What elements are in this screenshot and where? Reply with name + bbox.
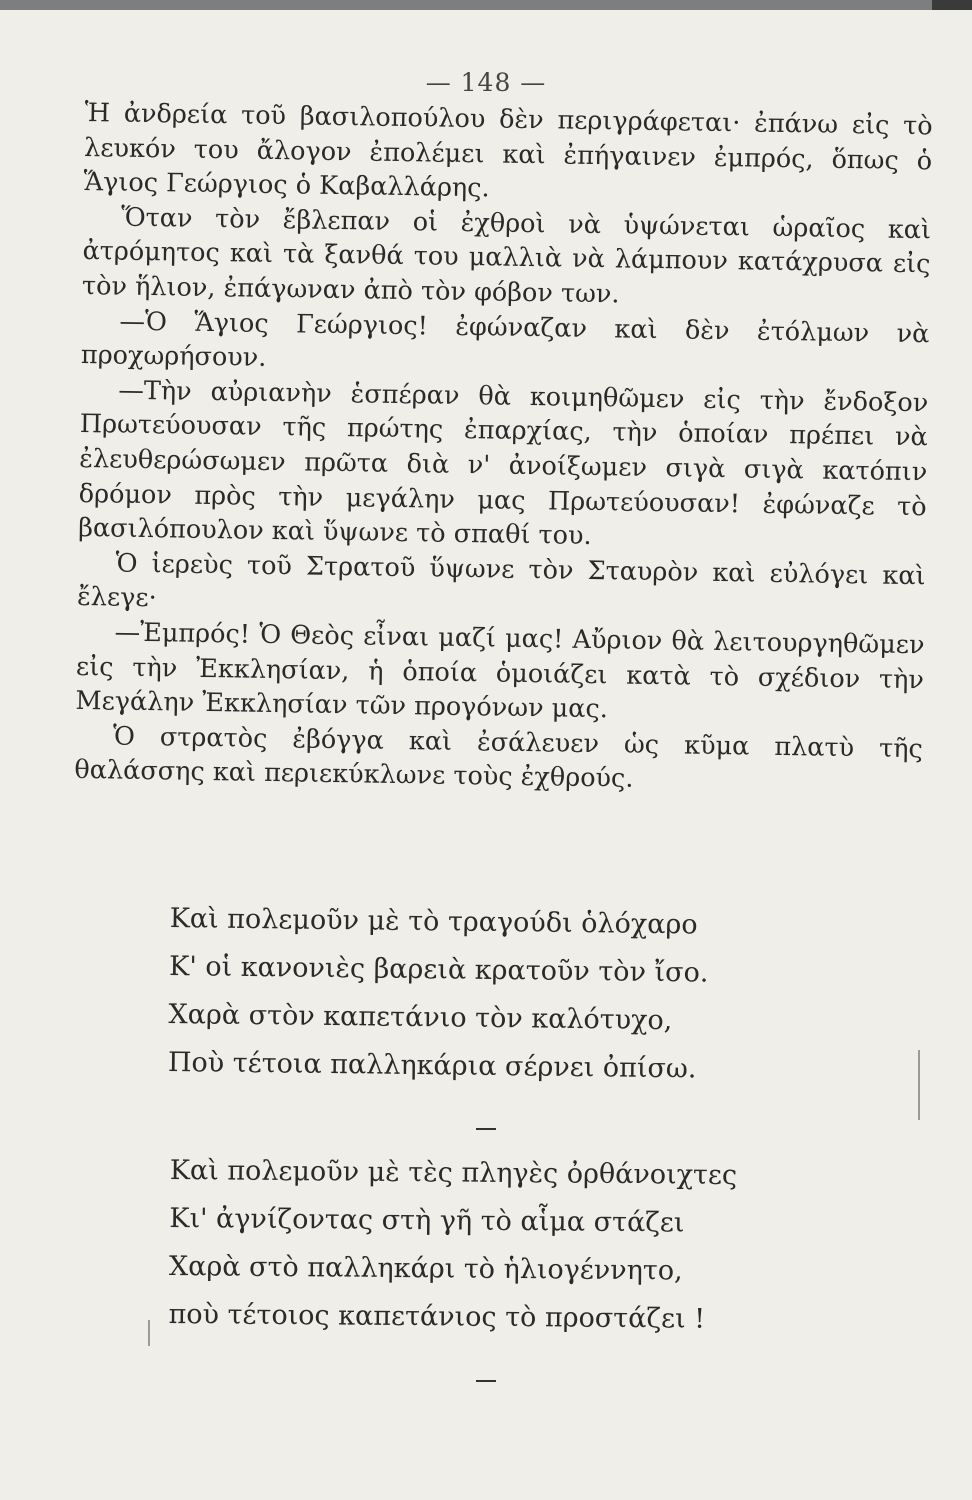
scan-margin-mark <box>148 1320 150 1346</box>
stanza-2-line-2: Κι' ἀγνίζοντας στὴ γῆ τὸ αἷμα στάζει <box>169 1202 685 1239</box>
page-number: — 148 — <box>425 68 547 97</box>
paragraph-7: Ὁ στρατὸς ἐβόγγα καὶ ἐσάλευεν ὡς κῦμα πλατὺ τῆς θαλάσσης καὶ περιεκύκλωνε τοὺς ἐχθρούς. <box>74 721 924 794</box>
stanza-2-line-4: ποὺ τέτοιος καπετάνιος τὸ προστάζει ! <box>168 1298 706 1335</box>
paragraph-5: Ὁ ἱερεὺς τοῦ Στρατοῦ ὕψωνε τὸν Σταυρὸν καὶ εὐλόγει καὶ ἔλεγε· <box>76 548 926 614</box>
paragraph-6: —Ἐμπρός! Ὁ Θεὸς εἶναι μαζί μας! Αὔριον θὰ λειτουργηθῶμεν εἰς τὴν Ἐκκλησίαν, ἡ ὁποία ὁμοιάζει κατὰ τὸ σχέδιον τὴν Μεγάλην Ἐκκλησίαν τῶν προγόνων μας. <box>75 617 925 725</box>
stanza-1-line-3: Χαρὰ στὸν καπετάνιο τὸν καλότυχο, <box>168 998 673 1037</box>
paragraph-4: —Τὴν αὐριανὴν ἑσπέραν θὰ κοιμηθῶμεν εἰς τὴν ἔνδοξον Πρωτεύουσαν τῆς πρώτης ἐπαρχίας, τὴν ὁποίαν πρέπει νὰ ἐλευθερώσωμεν πρῶτα διὰ ν' ἀνοίξωμεν σιγὰ σιγὰ κατόπιν δρόμον πρὸς τὴν μεγάλην μας Πρωτεύουσαν! ἐφώναζε τὸ βασιλόπουλον καὶ ὕψωνε τὸ σπαθί του. <box>77 375 929 552</box>
prose-body <box>74 96 933 801</box>
scan-margin-mark <box>918 1050 920 1120</box>
stanza-2-line-3: Χαρὰ στὸ παλληκάρι τὸ ἡλιογέννητο, <box>168 1250 683 1287</box>
poem-stanza-2 <box>168 1147 738 1344</box>
stanza-1-line-4: Ποὺ τέτοια παλληκάρια σέρνει ὀπίσω. <box>167 1046 697 1085</box>
stanza-1-line-1: Καὶ πολεμοῦν μὲ τὸ τραγούδι ὁλόχαρο <box>169 902 698 941</box>
poem-stanza-1 <box>168 895 730 1094</box>
paragraph-3: —Ὁ Ἅγιος Γεώργιος! ἐφώναζαν καὶ δὲν ἐτόλμων νὰ προχωρήσουν. <box>80 306 930 374</box>
stanza-2-line-1: Καὶ πολεμοῦν μὲ τὲς πληγὲς ὀρθάνοιχτες <box>169 1154 738 1191</box>
stanza-separator <box>476 1128 496 1130</box>
stanza-1-line-2: Κ' οἱ κανονιὲς βαρειὰ κρατοῦν τὸν ἴσο. <box>168 950 709 989</box>
scan-top-border <box>0 0 972 10</box>
end-separator <box>476 1380 496 1382</box>
paragraph-1: Ἡ ἀνδρεία τοῦ βασιλοπούλου δὲν περιγράφεται· ἐπάνω εἰς τὸ λευκόν του ἄλογον ἐπολέμει καὶ ἐπήγαινεν ἐμπρός, ὅπως ὁ Ἅγιος Γεώργιος ὁ Καβαλλάρης. <box>83 97 933 204</box>
paragraph-2: Ὅταν τὸν ἔβλεπαν οἱ ἐχθροὶ νὰ ὑψώνεται ὡραῖος καὶ ἀτρόμητος καὶ τὰ ξανθά του μαλλιὰ νὰ λάμπουν κατάχρυσα εἰς τὸν ἥλιον, ἐπάγωναν ἀπὸ τὸν φόβον των. <box>81 202 932 310</box>
